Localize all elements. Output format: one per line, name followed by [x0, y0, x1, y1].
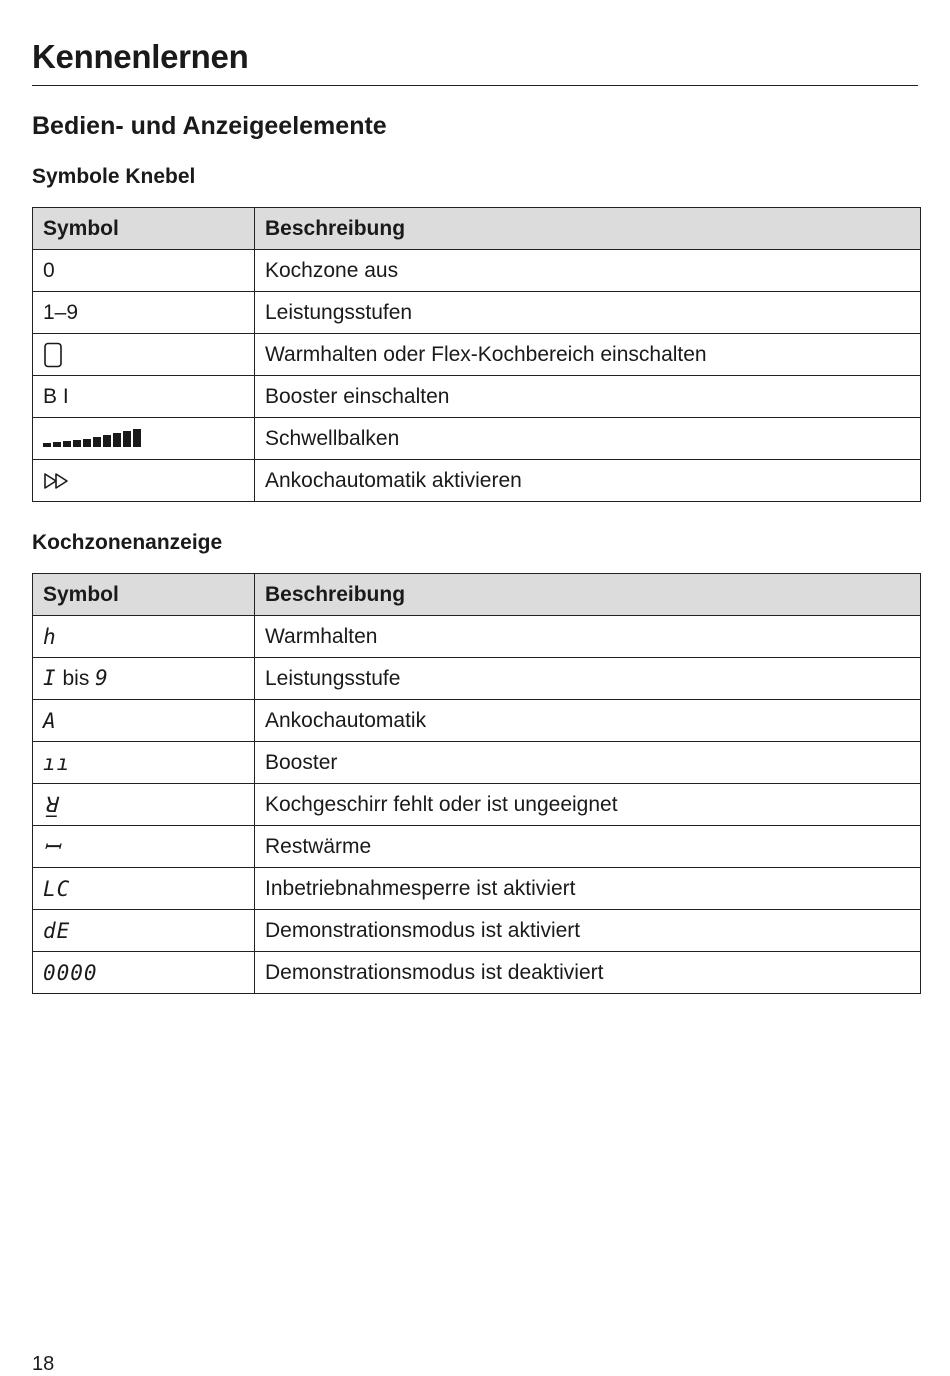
table-row [33, 460, 921, 502]
kochzone-table [32, 573, 921, 994]
table-row [33, 250, 921, 292]
symbol-cell: ꓤ̲ [33, 784, 255, 826]
table-row [33, 910, 921, 952]
symbol-cell [33, 460, 255, 502]
header-symbol: Symbol [33, 574, 255, 616]
symbol-cell: 0000 [33, 952, 255, 994]
table-header-row [33, 574, 921, 616]
header-symbol: Symbol [33, 208, 255, 250]
description-cell: Kochzone aus [255, 250, 921, 292]
table-row [33, 334, 921, 376]
symbol-cell: A [33, 700, 255, 742]
title-divider [32, 85, 918, 86]
description-cell: Leistungsstufen [255, 292, 921, 334]
table-header-row [33, 208, 921, 250]
symbol-cell: 1–9 [33, 292, 255, 334]
page-title: Kennenlernen [32, 38, 249, 75]
table-row [33, 376, 921, 418]
page-number: 18 [32, 1353, 55, 1375]
table-row [33, 826, 921, 868]
knebel-title: Symbole Knebel [32, 165, 196, 188]
description-cell: Schwellbalken [255, 418, 921, 460]
kochzone-title: Kochzonenanzeige [32, 531, 223, 554]
header-description: Beschreibung [255, 208, 921, 250]
header-description: Beschreibung [255, 574, 921, 616]
knebel-table [32, 207, 921, 502]
table-row [33, 952, 921, 994]
description-cell: Demonstrationsmodus ist deaktiviert [255, 952, 921, 994]
description-cell: Inbetriebnahmesperre ist aktiviert [255, 868, 921, 910]
description-cell: Warmhalten oder Flex-Kochbereich einschalten [255, 334, 921, 376]
table-row [33, 658, 921, 700]
symbol-cell: dE [33, 910, 255, 952]
slider-bar-icon [43, 429, 147, 449]
symbol-cell [33, 334, 255, 376]
description-cell: Ankochautomatik aktivieren [255, 460, 921, 502]
symbol-cell: ıı [33, 742, 255, 784]
table-row [33, 742, 921, 784]
symbol-separator: bis [56, 667, 96, 690]
symbol-cell: B I [33, 376, 255, 418]
table-row [33, 616, 921, 658]
table-row [33, 292, 921, 334]
description-cell: Ankochautomatik [255, 700, 921, 742]
description-cell: Restwärme [255, 826, 921, 868]
description-cell: Booster einschalten [255, 376, 921, 418]
symbol-cell: h [33, 616, 255, 658]
symbol-cell: LC [33, 868, 255, 910]
symbol-to: 9 [95, 666, 109, 690]
description-cell: Leistungsstufe [255, 658, 921, 700]
rounded-rectangle-icon [43, 342, 63, 368]
description-cell: Warmhalten [255, 616, 921, 658]
table-row [33, 700, 921, 742]
symbol-cell [33, 418, 255, 460]
symbol-from: I [43, 666, 57, 690]
description-cell: Booster [255, 742, 921, 784]
table-row [33, 868, 921, 910]
symbol-cell [33, 658, 255, 700]
table-row [33, 418, 921, 460]
double-play-icon [43, 471, 71, 491]
table-row [33, 784, 921, 826]
symbol-cell: ꟷ [33, 826, 255, 868]
description-cell: Demonstrationsmodus ist aktiviert [255, 910, 921, 952]
symbol-cell: 0 [33, 250, 255, 292]
section-title: Bedien- und Anzeigeelemente [32, 112, 387, 140]
description-cell: Kochgeschirr fehlt oder ist ungeeignet [255, 784, 921, 826]
